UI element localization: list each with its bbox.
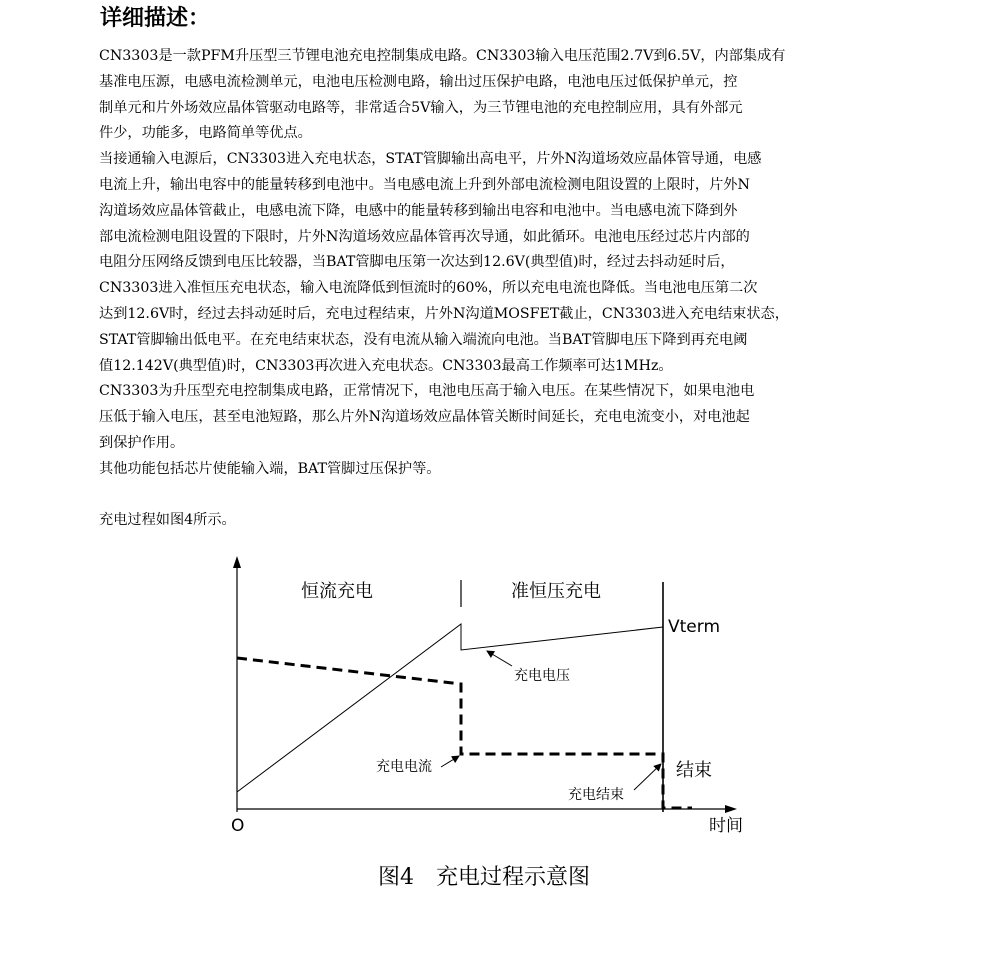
x-axis-label: 时间 (709, 816, 743, 836)
phase-label-cc: 恒流充电 (301, 581, 373, 602)
figure-caption: 图4 充电过程示意图 (378, 865, 590, 890)
text-line: STAT管脚输出低电平。在充电结束状态，没有电流从输入端流向电池。当BAT管脚电压下降到再充电阈 (99, 331, 748, 348)
end-label: 结束 (676, 760, 712, 781)
phase-label-qcv: 准恒压充电 (511, 581, 601, 602)
section-heading: 详细描述： (100, 6, 211, 31)
text-line: 基准电压源，电感电流检测单元，电池电压检测电路，输出过压保护电路，电池电压过低保护单元，控 (99, 73, 738, 90)
vterm-label: Vterm (668, 617, 721, 637)
y-axis-arrow-icon (233, 556, 241, 568)
text-line: CN3303是一款PFM升压型三节锂电池充电控制集成电路。CN3303输入电压范围2.7V到6.5V，内部集成有 (99, 48, 786, 64)
x-axis-arrow-icon (725, 805, 737, 813)
current-label: 充电电流 (376, 759, 432, 775)
text-line: 当接通输入电源后，CN3303进入充电状态，STAT管脚输出高电平，片外N沟道场效应晶体管导通，电感 (99, 151, 762, 168)
text-line: CN3303进入准恒压充电状态，输入电流降低到恒流时的60%，所以充电电流也降低。当电池电压第二次 (99, 280, 758, 297)
origin-label: O (231, 816, 245, 836)
text-line: 件少，功能多，电路简单等优点。 (99, 125, 312, 142)
text-line: CN3303为升压型充电控制集成电路，正常情况下，电池电压高于输入电压。在某些情况下，如果电池电 (99, 383, 755, 400)
text-line: 其他功能包括芯片使能输入端，BAT管脚过压保护等。 (99, 460, 441, 477)
text-line: 沟道场效应晶体管截止，电感电流下降，电感中的能量转移到输出电容和电池中。当电感电流下降到外 (99, 202, 738, 219)
voltage-label: 充电电压 (514, 668, 570, 684)
text-line: 部电流检测电阻设置的下限时，片外N沟道场效应晶体管再次导通，如此循环。电池电压经过芯片内部的 (99, 228, 750, 245)
text-line: 制单元和片外场效应晶体管驱动电路等，非常适合5V输入，为三节锂电池的充电控制应用，具有外部元 (99, 99, 743, 116)
text-line: 电阻分压网络反馈到电压比较器，当BAT管脚电压第一次达到12.6V(典型值)时，经过去抖动延时后， (99, 254, 735, 271)
charge-current-curve (237, 658, 692, 808)
charge-voltage-curve (237, 624, 663, 792)
voltage-label-leader (487, 651, 512, 666)
text-line: 电流上升，输出电容中的能量转移到电池中。当电感电流上升到外部电流检测电阻设置的上限时，片外N (99, 176, 750, 193)
text-line: 压低于输入电压，甚至电池短路，那么片外N沟道场效应晶体管关断时间延长，充电电流变小，对电池起 (99, 409, 750, 426)
end-label-leader (634, 764, 661, 790)
current-label-leader (441, 756, 459, 767)
text-line: 值12.142V(典型值)时，CN3303再次进入充电状态。CN3303最高工作频率可达1MHz。 (99, 357, 673, 374)
text-line: 达到12.6V时，经过去抖动延时后，充电过程结束，片外N沟道MOSFET截止，CN3303进入充电结束状态， (99, 305, 789, 322)
figure-intro: 充电过程如图4所示。 (99, 512, 236, 529)
charge-end-label: 充电结束 (568, 787, 624, 803)
text-line: 到保护作用。 (99, 434, 185, 451)
